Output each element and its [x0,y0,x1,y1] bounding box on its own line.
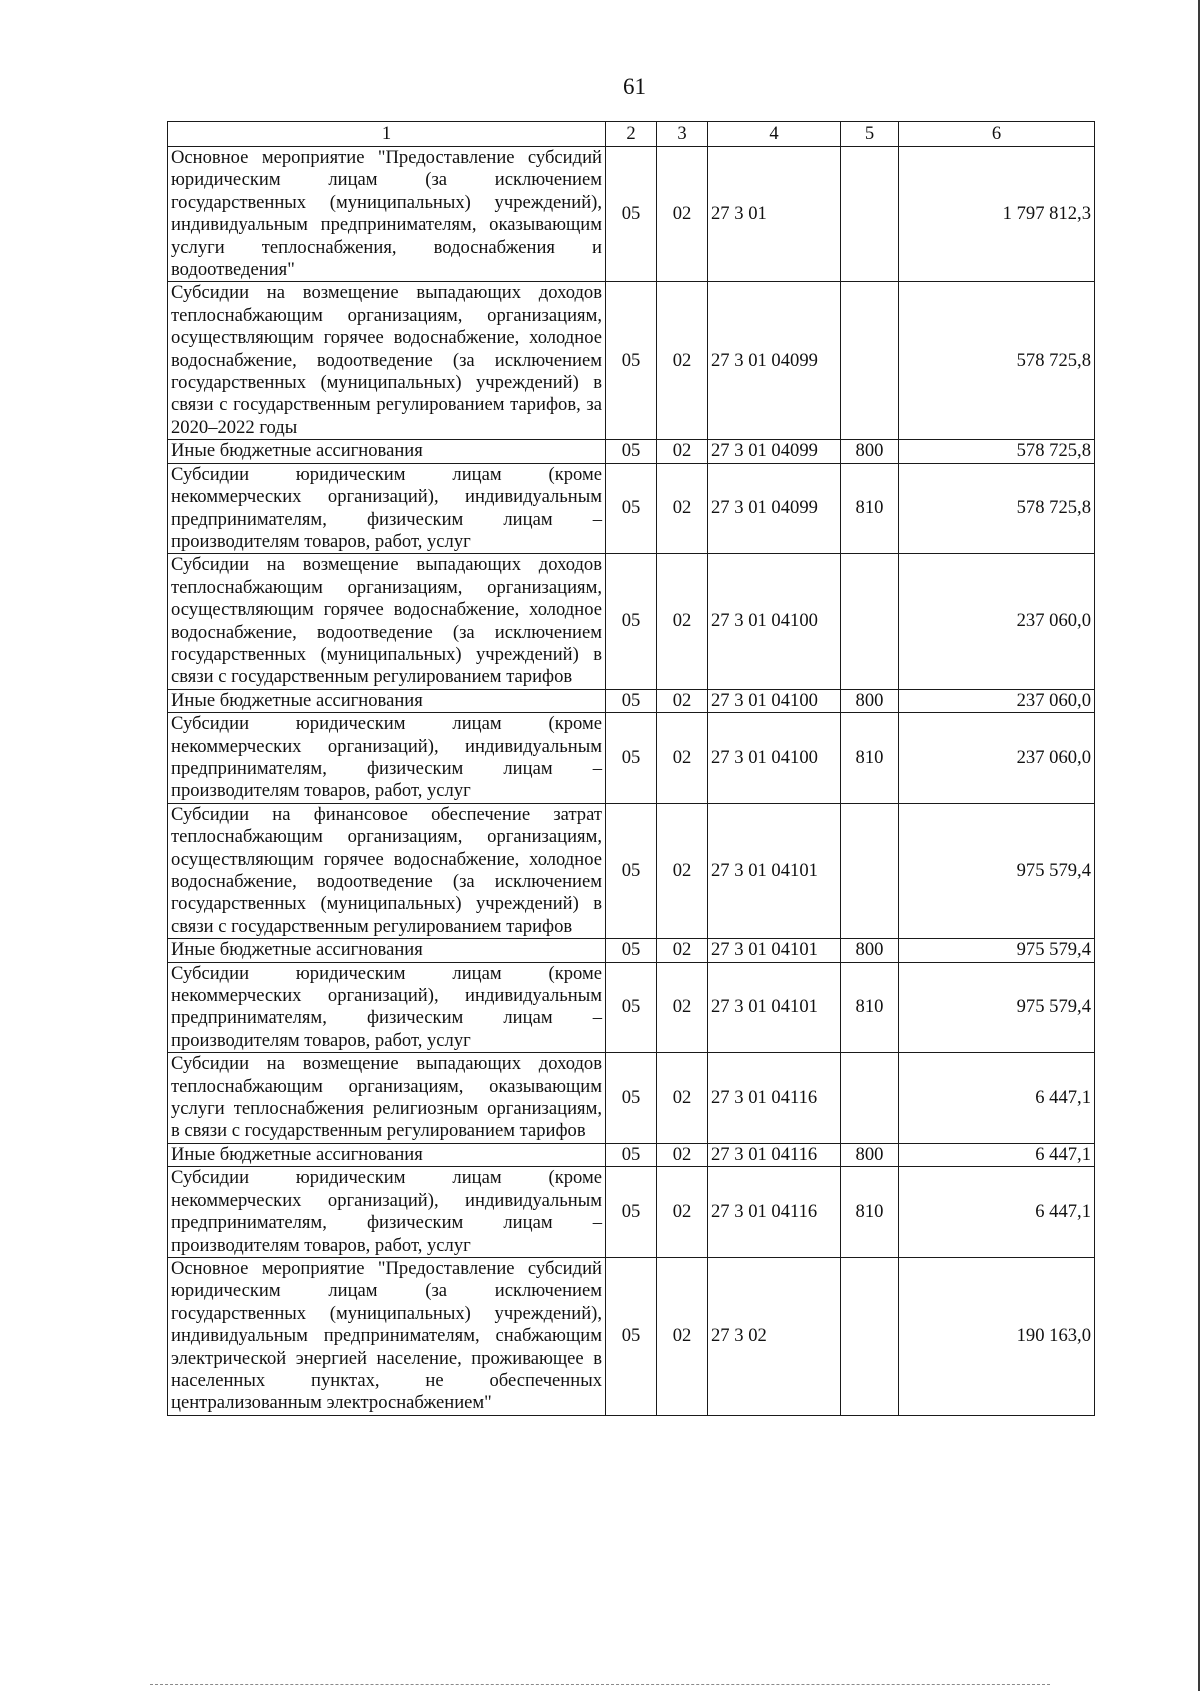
row-name-cell: Основное мероприятие "Предоставление субсидий юридическим лицам (за исключением государственных (муниципальных) учреждений), индивидуальным предпринимателям, снабжающим электрической энергией население, проживающее в населенных пунктах, не обеспеченных централизованным электроснабжением" [168,1257,606,1415]
row-name-cell: Субсидии на возмещение выпадающих доходов теплоснабжающим организациям, организациям, осуществляющим горячее водоснабжение, холодное водоснабжение, водоотведение (за исключением государственных (муниципальных) учреждений) в связи с государственным регулированием тарифов [168,554,606,689]
row-amount-cell: 975 579,4 [899,803,1095,938]
row-section-cell: 05 [606,1053,657,1144]
row-section-cell: 05 [606,962,657,1053]
budget-table-body [168,122,1095,1416]
row-section-cell: 05 [606,1257,657,1415]
scan-bottom-line [150,1683,1050,1685]
row-name-cell: Иные бюджетные ассигнования [168,689,606,712]
row-target-code-cell: 27 3 01 04099 [708,463,841,554]
row-section-cell: 05 [606,939,657,962]
table-row [168,1053,1095,1144]
table-row [168,962,1095,1053]
row-expense-type-cell: 810 [841,463,899,554]
header-cell: 1 [168,122,606,147]
row-amount-cell: 6 447,1 [899,1053,1095,1144]
row-name-cell: Основное мероприятие "Предоставление субсидий юридическим лицам (за исключением государственных (муниципальных) учреждений), индивидуальным предпринимателям, оказывающим услуги теплоснабжения, водоснабжения и водоотведения" [168,147,606,282]
row-subsection-cell: 02 [657,713,708,804]
row-amount-cell: 1 797 812,3 [899,147,1095,282]
row-subsection-cell: 02 [657,147,708,282]
row-amount-cell: 237 060,0 [899,554,1095,689]
row-amount-cell: 578 725,8 [899,463,1095,554]
row-subsection-cell: 02 [657,1257,708,1415]
row-name-cell: Субсидии юридическим лицам (кроме некоммерческих организаций), индивидуальным предпринимателям, физическим лицам – производителям товаров, работ, услуг [168,962,606,1053]
row-name-cell: Субсидии на возмещение выпадающих доходов теплоснабжающим организациям, организациям, осуществляющим горячее водоснабжение, холодное водоснабжение, водоотведение (за исключением государственных (муниципальных) учреждений) в связи с государственным регулированием тарифов, за 2020–2022 годы [168,282,606,440]
row-name-cell: Иные бюджетные ассигнования [168,1143,606,1166]
row-name-cell: Иные бюджетные ассигнования [168,939,606,962]
row-subsection-cell: 02 [657,282,708,440]
row-name-cell: Субсидии юридическим лицам (кроме некоммерческих организаций), индивидуальным предпринимателям, физическим лицам – производителям товаров, работ, услуг [168,463,606,554]
table-row [168,463,1095,554]
header-cell: 6 [899,122,1095,147]
row-section-cell: 05 [606,689,657,712]
table-row [168,803,1095,938]
row-target-code-cell: 27 3 01 04116 [708,1143,841,1166]
row-amount-cell: 578 725,8 [899,282,1095,440]
row-section-cell: 05 [606,463,657,554]
row-section-cell: 05 [606,803,657,938]
row-target-code-cell: 27 3 02 [708,1257,841,1415]
row-amount-cell: 975 579,4 [899,962,1095,1053]
table-row [168,554,1095,689]
row-target-code-cell: 27 3 01 04116 [708,1053,841,1144]
row-amount-cell: 975 579,4 [899,939,1095,962]
row-subsection-cell: 02 [657,962,708,1053]
row-section-cell: 05 [606,554,657,689]
table-row [168,713,1095,804]
row-expense-type-cell: 800 [841,440,899,463]
row-section-cell: 05 [606,1143,657,1166]
header-cell: 3 [657,122,708,147]
row-section-cell: 05 [606,713,657,804]
row-expense-type-cell [841,1257,899,1415]
row-name-cell: Субсидии юридическим лицам (кроме некоммерческих организаций), индивидуальным предпринимателям, физическим лицам – производителям товаров, работ, услуг [168,713,606,804]
table-row [168,689,1095,712]
table-row [168,282,1095,440]
row-subsection-cell: 02 [657,803,708,938]
table-row [168,147,1095,282]
row-name-cell: Иные бюджетные ассигнования [168,440,606,463]
row-target-code-cell: 27 3 01 04100 [708,689,841,712]
row-subsection-cell: 02 [657,440,708,463]
page-number: 61 [623,74,646,99]
table-row [168,1143,1095,1166]
row-section-cell: 05 [606,440,657,463]
row-section-cell: 05 [606,147,657,282]
row-subsection-cell: 02 [657,939,708,962]
row-target-code-cell: 27 3 01 [708,147,841,282]
row-name-cell: Субсидии на возмещение выпадающих доходов теплоснабжающим организациям, оказывающим услуги теплоснабжения религиозным организациям, в связи с государственным регулированием тарифов [168,1053,606,1144]
table-row [168,939,1095,962]
row-amount-cell: 237 060,0 [899,689,1095,712]
row-name-cell: Субсидии юридическим лицам (кроме некоммерческих организаций), индивидуальным предпринимателям, физическим лицам – производителям товаров, работ, услуг [168,1167,606,1258]
row-target-code-cell: 27 3 01 04116 [708,1167,841,1258]
row-target-code-cell: 27 3 01 04099 [708,282,841,440]
row-expense-type-cell [841,803,899,938]
row-section-cell: 05 [606,1167,657,1258]
header-cell: 4 [708,122,841,147]
table-header-row [168,122,1095,147]
row-expense-type-cell [841,147,899,282]
row-section-cell: 05 [606,282,657,440]
row-subsection-cell: 02 [657,463,708,554]
row-name-cell: Субсидии на финансовое обеспечение затрат теплоснабжающим организациям, организациям, осуществляющим горячее водоснабжение, холодное водоснабжение, водоотведение (за исключением государственных (муниципальных) учреждений) в связи с государственным регулированием тарифов [168,803,606,938]
row-amount-cell: 578 725,8 [899,440,1095,463]
table-row [168,440,1095,463]
row-expense-type-cell: 800 [841,1143,899,1166]
row-expense-type-cell [841,1053,899,1144]
row-expense-type-cell [841,554,899,689]
row-target-code-cell: 27 3 01 04099 [708,440,841,463]
row-target-code-cell: 27 3 01 04101 [708,939,841,962]
row-expense-type-cell: 810 [841,962,899,1053]
row-target-code-cell: 27 3 01 04100 [708,554,841,689]
table-row [168,1167,1095,1258]
table-row [168,1257,1095,1415]
row-subsection-cell: 02 [657,1167,708,1258]
row-subsection-cell: 02 [657,1143,708,1166]
row-amount-cell: 6 447,1 [899,1143,1095,1166]
row-target-code-cell: 27 3 01 04100 [708,713,841,804]
header-cell: 5 [841,122,899,147]
row-subsection-cell: 02 [657,554,708,689]
row-amount-cell: 237 060,0 [899,713,1095,804]
row-expense-type-cell: 800 [841,689,899,712]
budget-table [167,121,1095,1416]
row-expense-type-cell: 800 [841,939,899,962]
header-cell: 2 [606,122,657,147]
row-amount-cell: 6 447,1 [899,1167,1095,1258]
row-expense-type-cell: 810 [841,713,899,804]
row-target-code-cell: 27 3 01 04101 [708,803,841,938]
row-expense-type-cell: 810 [841,1167,899,1258]
row-subsection-cell: 02 [657,689,708,712]
row-subsection-cell: 02 [657,1053,708,1144]
row-amount-cell: 190 163,0 [899,1257,1095,1415]
row-expense-type-cell [841,282,899,440]
row-target-code-cell: 27 3 01 04101 [708,962,841,1053]
